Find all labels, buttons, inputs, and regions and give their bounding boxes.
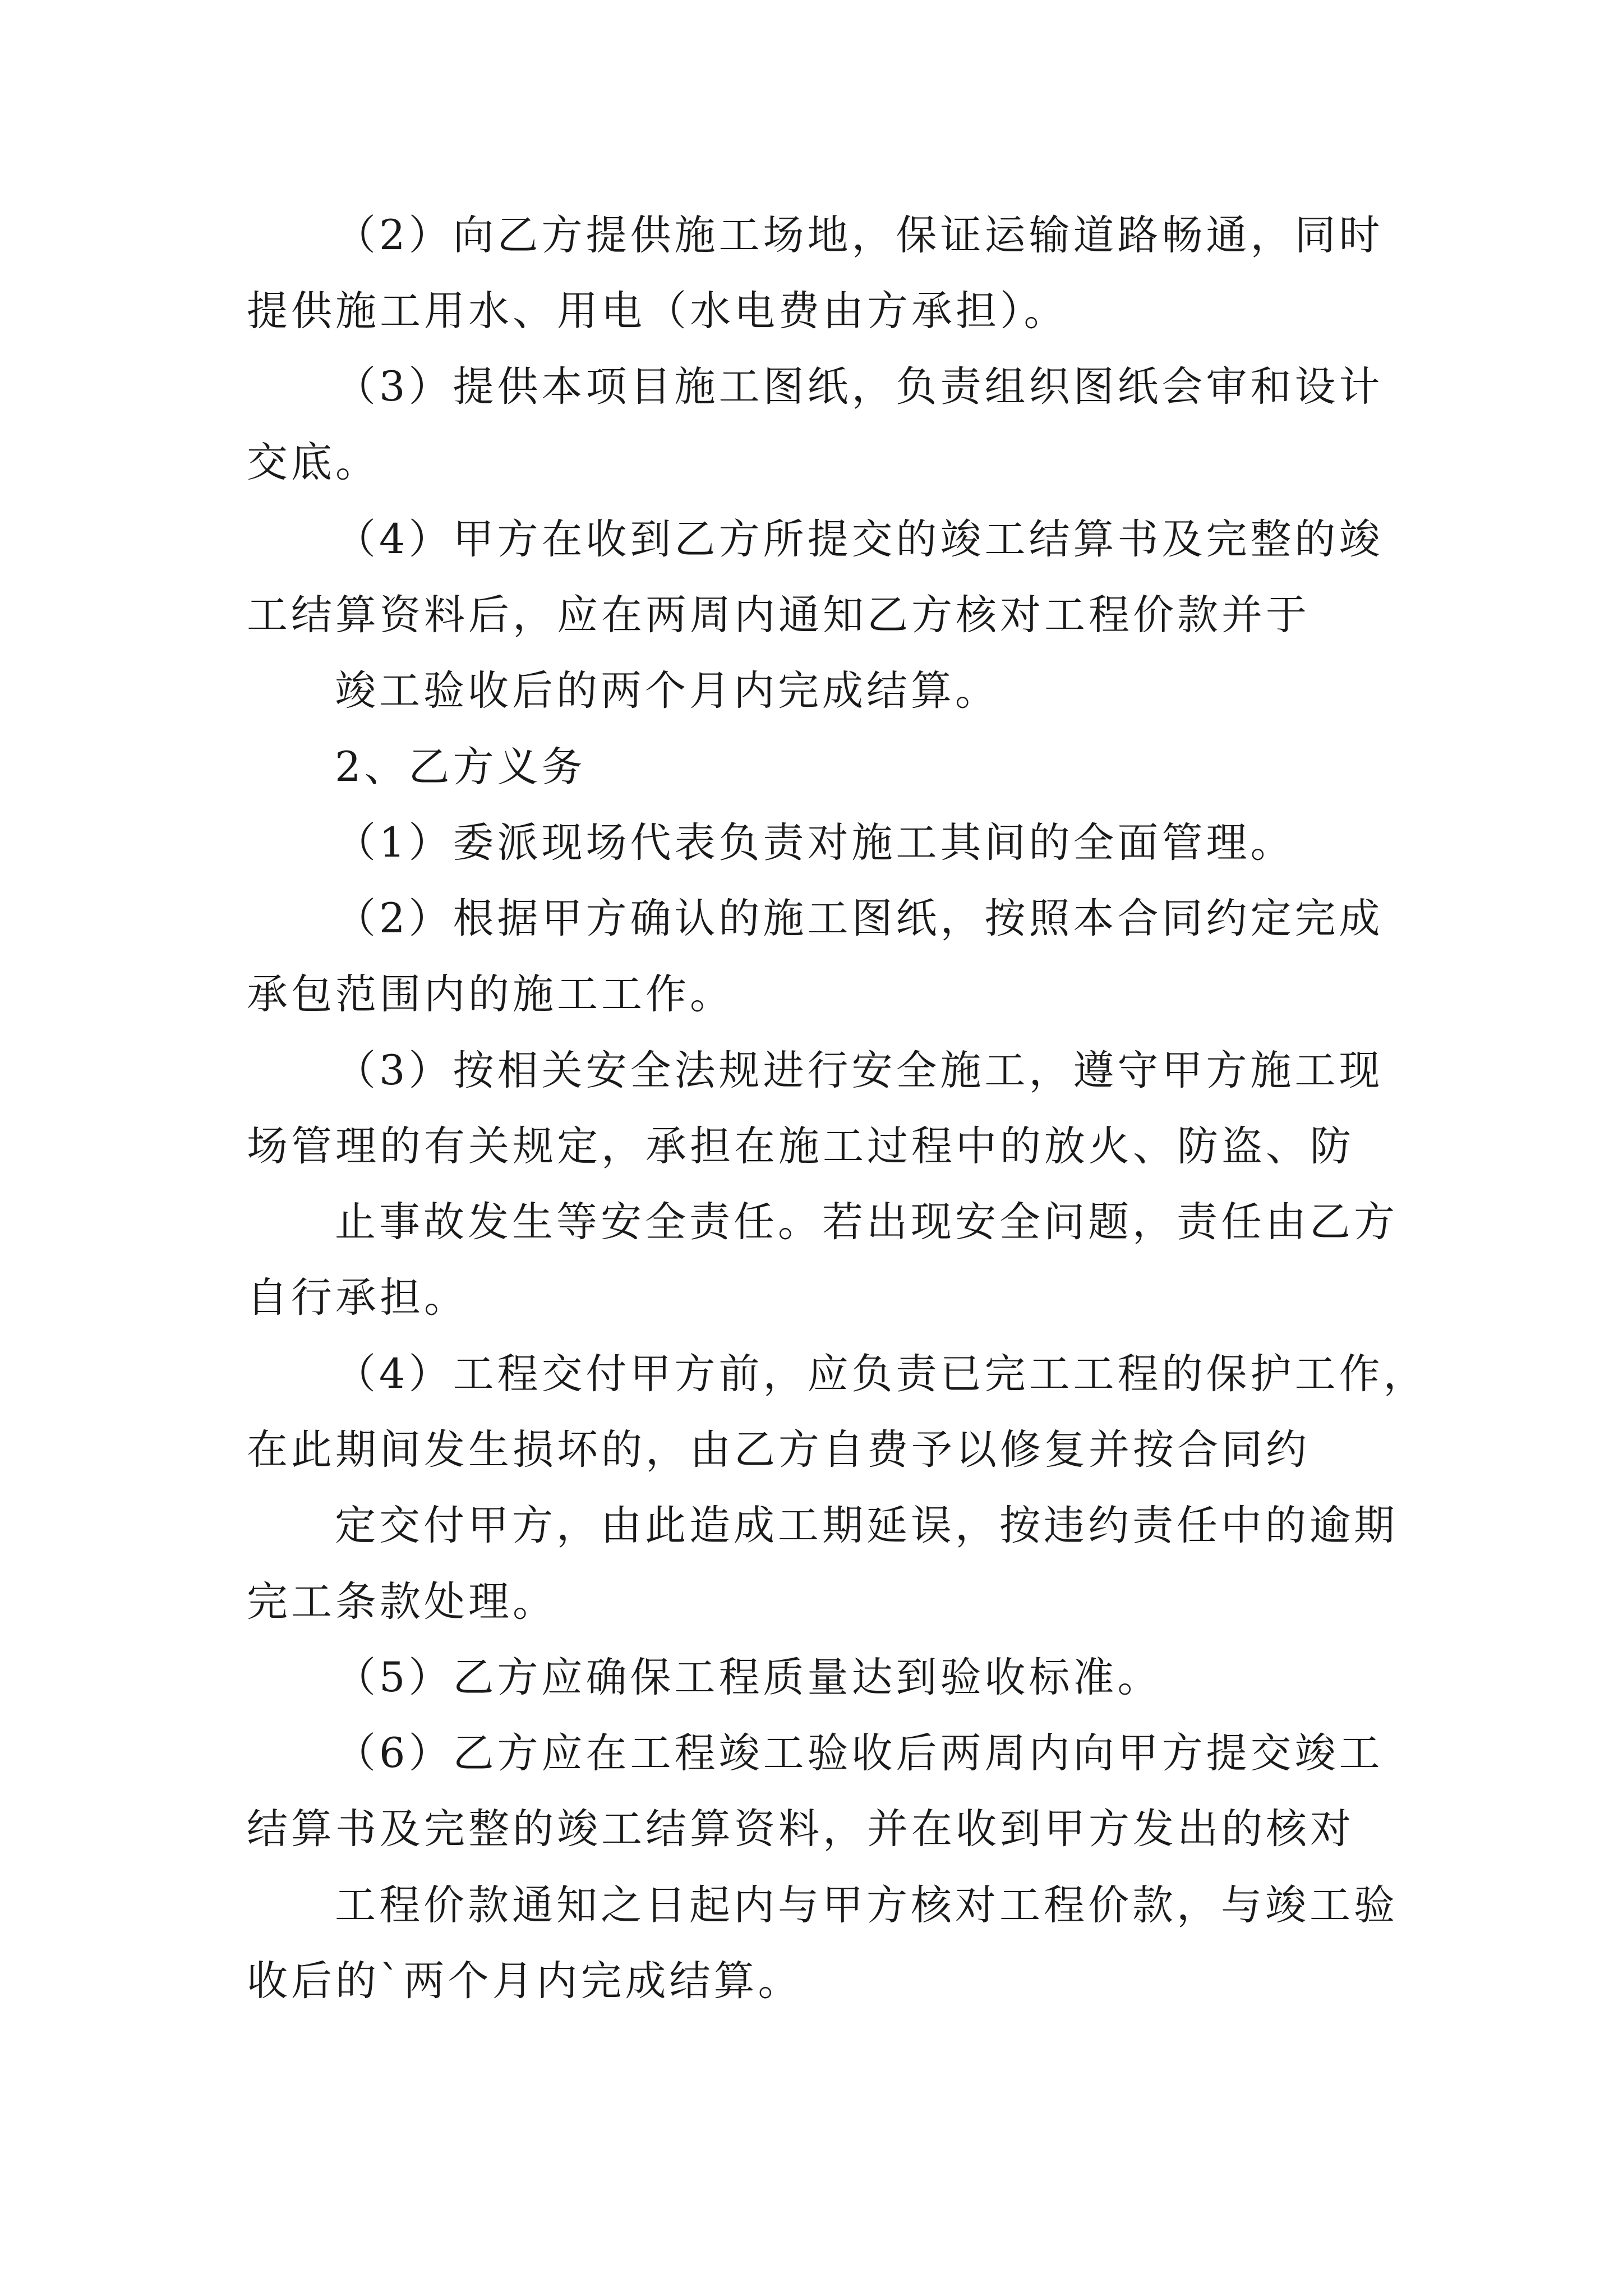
text-line: 竣工验收后的两个月内完成结算。 <box>335 667 999 715</box>
text-line: （2）根据甲方确认的施工图纸，按照本合同约定完成 <box>335 895 1384 942</box>
text-line: （2）向乙方提供施工场地，保证运输道路畅通，同时 <box>335 211 1384 259</box>
text-line: （5）乙方应确保工程质量达到验收标准。 <box>335 1654 1162 1701</box>
text-line: （6）乙方应在工程竣工验收后两周内向甲方提交竣工 <box>335 1729 1384 1777</box>
text-line: （3）提供本项目施工图纸，负责组织图纸会审和设计 <box>335 363 1384 411</box>
text-line: 承包范围内的施工工作。 <box>247 970 734 1018</box>
text-line: 工程价款通知之日起内与甲方核对工程价款，与竣工验 <box>335 1881 1398 1929</box>
text-line: 工结算资料后，应在两周内通知乙方核对工程价款并于 <box>247 591 1310 639</box>
text-line: 交底。 <box>247 439 380 486</box>
text-line: 结算书及完整的竣工结算资料，并在收到甲方发出的核对 <box>247 1805 1354 1853</box>
text-line: 止事故发生等安全责任。若出现安全问题，责任由乙方 <box>335 1198 1398 1246</box>
text-line: 完工条款处理。 <box>247 1578 557 1626</box>
text-line: 场管理的有关规定，承担在施工过程中的放火、防盗、防 <box>247 1122 1354 1170</box>
text-line: 定交付甲方，由此造成工期延误，按违约责任中的逾期 <box>335 1502 1398 1549</box>
text-line: （1）委派现场代表负责对施工其间的全面管理。 <box>335 819 1295 867</box>
text-line: 在此期间发生损坏的，由乙方自费予以修复并按合同约 <box>247 1426 1310 1474</box>
text-line: 提供施工用水、用电（水电费由方承担）。 <box>247 287 1068 335</box>
text-line: 自行承担。 <box>247 1274 468 1322</box>
text-line: （4）工程交付甲方前，应负责已完工工程的保护工作， <box>335 1350 1428 1398</box>
section-heading: 2、乙方义务 <box>335 743 586 791</box>
text-line: 收后的`两个月内完成结算。 <box>247 1957 803 2005</box>
text-line: （3）按相关安全法规进行安全施工，遵守甲方施工现 <box>335 1047 1384 1094</box>
text-line: （4）甲方在收到乙方所提交的竣工结算书及完整的竣 <box>335 516 1384 563</box>
